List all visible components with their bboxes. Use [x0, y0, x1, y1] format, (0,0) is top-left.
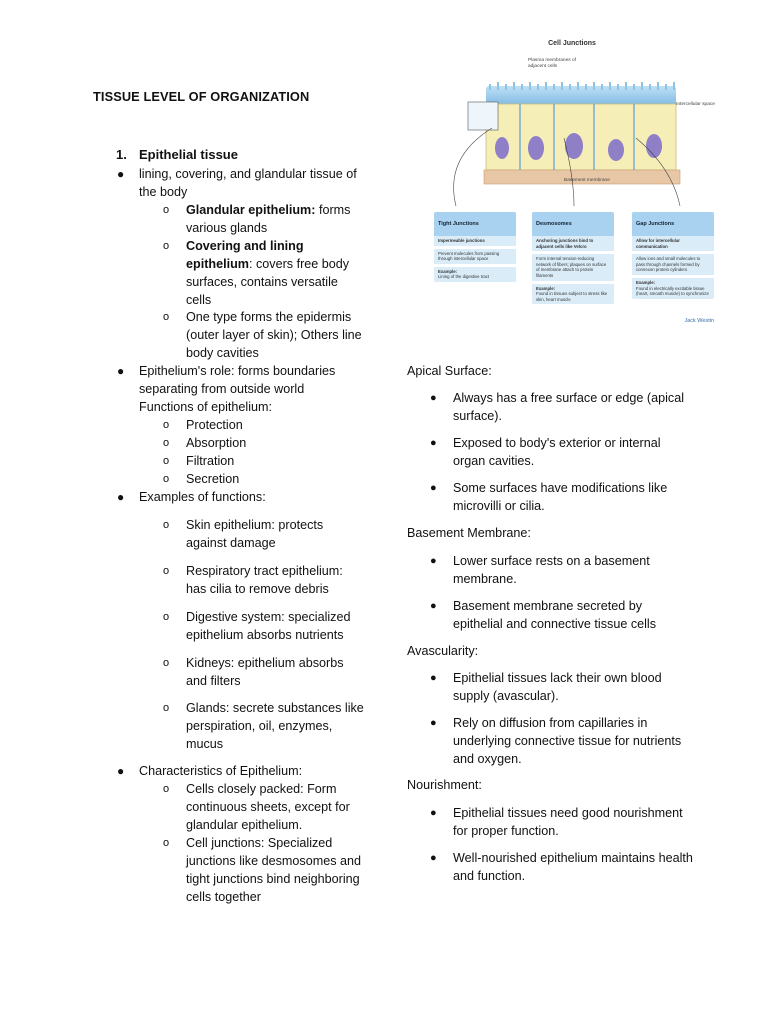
- sub-bullet: o: [163, 419, 170, 431]
- bullet: ●: [430, 852, 437, 864]
- list-item: Always has a free surface or edge (apical surface).: [453, 391, 685, 423]
- box-subtitle: Allow for intercellular communication: [636, 238, 680, 249]
- box-body: Form internal tension-reducing network of fibers; plaques on surface of membrane attach to protein filaments: [536, 256, 607, 278]
- sub-bullet: o: [163, 611, 170, 623]
- box-title: Tight Junctions: [434, 212, 516, 236]
- bullet: ●: [430, 555, 437, 567]
- figure-credit: Jack Westin: [684, 318, 714, 324]
- list-item: Respiratory tract epithelium: has cilia to remove debris: [186, 564, 343, 596]
- box-subtitle: Anchoring junctions bind to adjacent cells like Velcro: [536, 238, 594, 249]
- sub-bullet: o: [163, 473, 170, 485]
- list-item: Glands: secrete substances like perspiration, oil, enzymes, mucus: [186, 701, 364, 751]
- list-item: Epithelial tissues lack their own blood supply (avascular).: [453, 671, 662, 703]
- sub-bullet: o: [163, 204, 170, 216]
- sub-bullet: o: [163, 519, 170, 531]
- sub-bullet: o: [163, 455, 170, 467]
- box-example: Example: Lining of the digestive tract: [438, 268, 490, 280]
- list-item: Cell junctions: Specialized junctions like desmosomes and tight junctions bind neighboring cells together: [186, 836, 362, 904]
- list-item: Lower surface rests on a basement membrane.: [453, 554, 650, 586]
- box-example: Example: Found in electrically excitable tissue (heart, smooth muscle) to synchronize: [636, 279, 709, 297]
- gap-junctions-box: [632, 212, 714, 299]
- page-title: TISSUE LEVEL OF ORGANIZATION: [93, 89, 310, 104]
- desmosomes-box: [532, 212, 614, 304]
- section-number: 1.: [116, 147, 127, 162]
- list-item: Epithelial tissues need good nourishment for proper function.: [453, 806, 683, 838]
- sub-bullet: o: [163, 240, 170, 252]
- bullet: ●: [117, 364, 125, 378]
- section-heading: Avascularity:: [407, 644, 479, 658]
- section-label: Epithelial tissue: [139, 147, 238, 162]
- section-heading: Basement Membrane:: [407, 526, 531, 540]
- list-item: One type forms the epidermis (outer layer of skin); Others line body cavities: [186, 310, 362, 360]
- list-item: lining, covering, and glandular tissue of the body: [139, 167, 357, 199]
- sub-bullet: o: [163, 702, 170, 714]
- bullet: ●: [430, 600, 437, 612]
- bullet: ●: [430, 672, 437, 684]
- bullet: ●: [430, 807, 437, 819]
- list-item: Cells closely packed: Form continuous sheets, except for glandular epithelium.: [186, 782, 350, 832]
- list-item: Filtration: [186, 454, 235, 468]
- list-item: Glandular epithelium: forms various glands: [186, 203, 351, 235]
- list-item: Skin epithelium: protects against damage: [186, 518, 324, 550]
- cell-junctions-figure: [424, 28, 720, 336]
- basement-membrane-label: Basement membrane: [564, 178, 610, 183]
- list-item: Some surfaces have modifications like microvilli or cilia.: [453, 481, 668, 513]
- bullet: ●: [430, 392, 437, 404]
- bullet: ●: [117, 764, 125, 778]
- sub-bullet: o: [163, 783, 170, 795]
- list-item: Basement membrane secreted by epithelial and connective tissue cells: [453, 599, 657, 631]
- sub-bullet: o: [163, 437, 170, 449]
- section-heading: Apical Surface:: [407, 364, 492, 378]
- box-title: Gap Junctions: [632, 212, 714, 236]
- box-body: Allow ions and small molecules to pass through channels formed by connexon protein cylinders: [636, 256, 701, 273]
- intercellular-space-label: Intercellular space: [676, 102, 715, 107]
- bullet: ●: [430, 717, 437, 729]
- list-item: Examples of functions:: [139, 490, 266, 504]
- list-item: Rely on diffusion from capillaries in underlying connective tissue for nutrients and oxygen.: [453, 716, 682, 766]
- list-item: Well-nourished epithelium maintains health and function.: [453, 851, 693, 883]
- bullet: ●: [117, 167, 125, 181]
- bullet: ●: [430, 437, 437, 449]
- box-example: Example: Found in tissues subject to stress like skin, heart muscle: [536, 285, 608, 302]
- list-item: Characteristics of Epithelium:: [139, 764, 303, 778]
- plasma-membrane-label: Plasma membranes of adjacent cells: [528, 58, 576, 69]
- box-subtitle: Impermeable junctions: [438, 238, 485, 243]
- sub-bullet: o: [163, 657, 170, 669]
- list-item: Exposed to body's exterior or internal organ cavities.: [453, 436, 661, 468]
- bullet: ●: [430, 482, 437, 494]
- list-item: Epithelium's role: forms boundaries separating from outside world Functions of epithelium:: [139, 364, 336, 414]
- list-item: Secretion: [186, 472, 240, 486]
- tight-junctions-box: [434, 212, 516, 282]
- sub-bullet: o: [163, 837, 170, 849]
- list-item: Covering and lining epithelium: covers free body surfaces, contains versatile cells: [186, 239, 350, 307]
- list-item: Protection: [186, 418, 243, 432]
- box-body: Prevent molecules from passing through intercellular space: [438, 250, 500, 262]
- list-item: Absorption: [186, 436, 247, 450]
- section-heading: [116, 146, 238, 164]
- list-item: Digestive system: specialized epithelium absorbs nutrients: [186, 610, 351, 642]
- figure-title: Cell Junctions: [548, 40, 596, 47]
- box-title: Desmosomes: [532, 212, 614, 236]
- section-heading: Nourishment:: [407, 778, 482, 792]
- sub-bullet: o: [163, 565, 170, 577]
- bullet: ●: [117, 490, 125, 504]
- sub-bullet: o: [163, 311, 170, 323]
- list-item: Kidneys: epithelium absorbs and filters: [186, 656, 344, 688]
